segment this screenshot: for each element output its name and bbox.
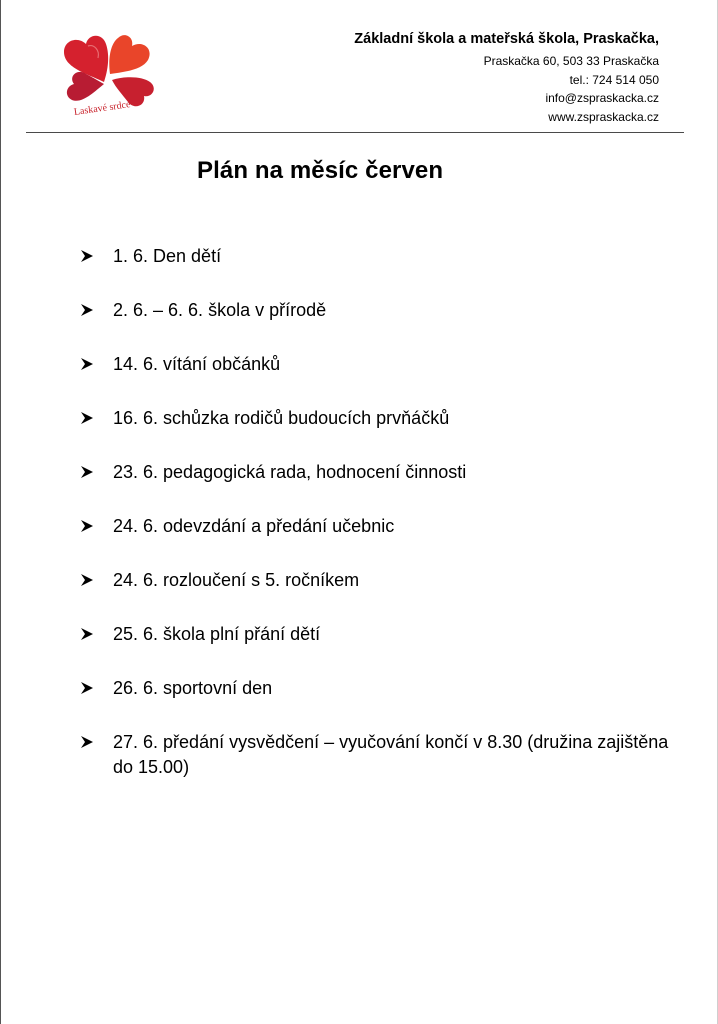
list-item-text: 26. 6. sportovní den [113, 678, 273, 698]
list-item [80, 352, 680, 377]
list-item [80, 730, 680, 780]
plan-list [80, 244, 680, 809]
list-item [80, 460, 680, 485]
school-email: info@zspraskacka.cz [545, 91, 659, 105]
list-item-text: 14. 6. vítání občánků [113, 354, 281, 374]
list-item-text: 23. 6. pedagogická rada, hodnocení činnosti [113, 462, 467, 482]
school-logo [58, 30, 168, 128]
arrow-bullet-icon [80, 465, 94, 479]
logo-caption: Laskavé srdce [73, 99, 132, 118]
list-item [80, 568, 680, 593]
school-website: www.zspraskacka.cz [548, 109, 659, 124]
list-item [80, 298, 680, 323]
page-left-edge [0, 0, 1, 1024]
list-item-text: 24. 6. rozloučení s 5. ročníkem [113, 570, 360, 590]
list-item-text: 16. 6. schůzka rodičů budoucích prvňáčků [113, 408, 450, 428]
arrow-bullet-icon [80, 627, 94, 641]
arrow-bullet-icon [80, 735, 94, 749]
list-item [80, 622, 680, 647]
arrow-bullet-icon [80, 681, 94, 695]
arrow-bullet-icon [80, 411, 94, 425]
school-name: Základní škola a mateřská škola, Praskačka, [354, 31, 659, 47]
list-item [80, 406, 680, 431]
list-item-text: 1. 6. Den dětí [113, 246, 222, 266]
header-divider [26, 132, 684, 133]
arrow-bullet-icon [80, 573, 94, 587]
list-item-text: 27. 6. předání vysvědčení – vyučování končí v 8.30 (družina zajištěna do 15.00) [113, 732, 669, 777]
arrow-bullet-icon [80, 519, 94, 533]
school-phone: tel.: 724 514 050 [569, 72, 659, 87]
arrow-bullet-icon [80, 303, 94, 317]
list-item [80, 514, 680, 539]
list-item-text: 24. 6. odevzdání a předání učebnic [113, 516, 395, 536]
school-address: Praskačka 60, 503 33 Praskačka [483, 54, 659, 68]
hearts-logo-icon [58, 30, 168, 110]
list-item [80, 676, 680, 701]
arrow-bullet-icon [80, 249, 94, 263]
page-title: Plán na měsíc červen [197, 157, 444, 184]
list-item-text: 25. 6. škola plní přání dětí [113, 624, 321, 644]
letterhead [354, 30, 659, 126]
arrow-bullet-icon [80, 357, 94, 371]
list-item-text: 2. 6. – 6. 6. škola v přírodě [113, 300, 327, 320]
list-item [80, 244, 680, 269]
